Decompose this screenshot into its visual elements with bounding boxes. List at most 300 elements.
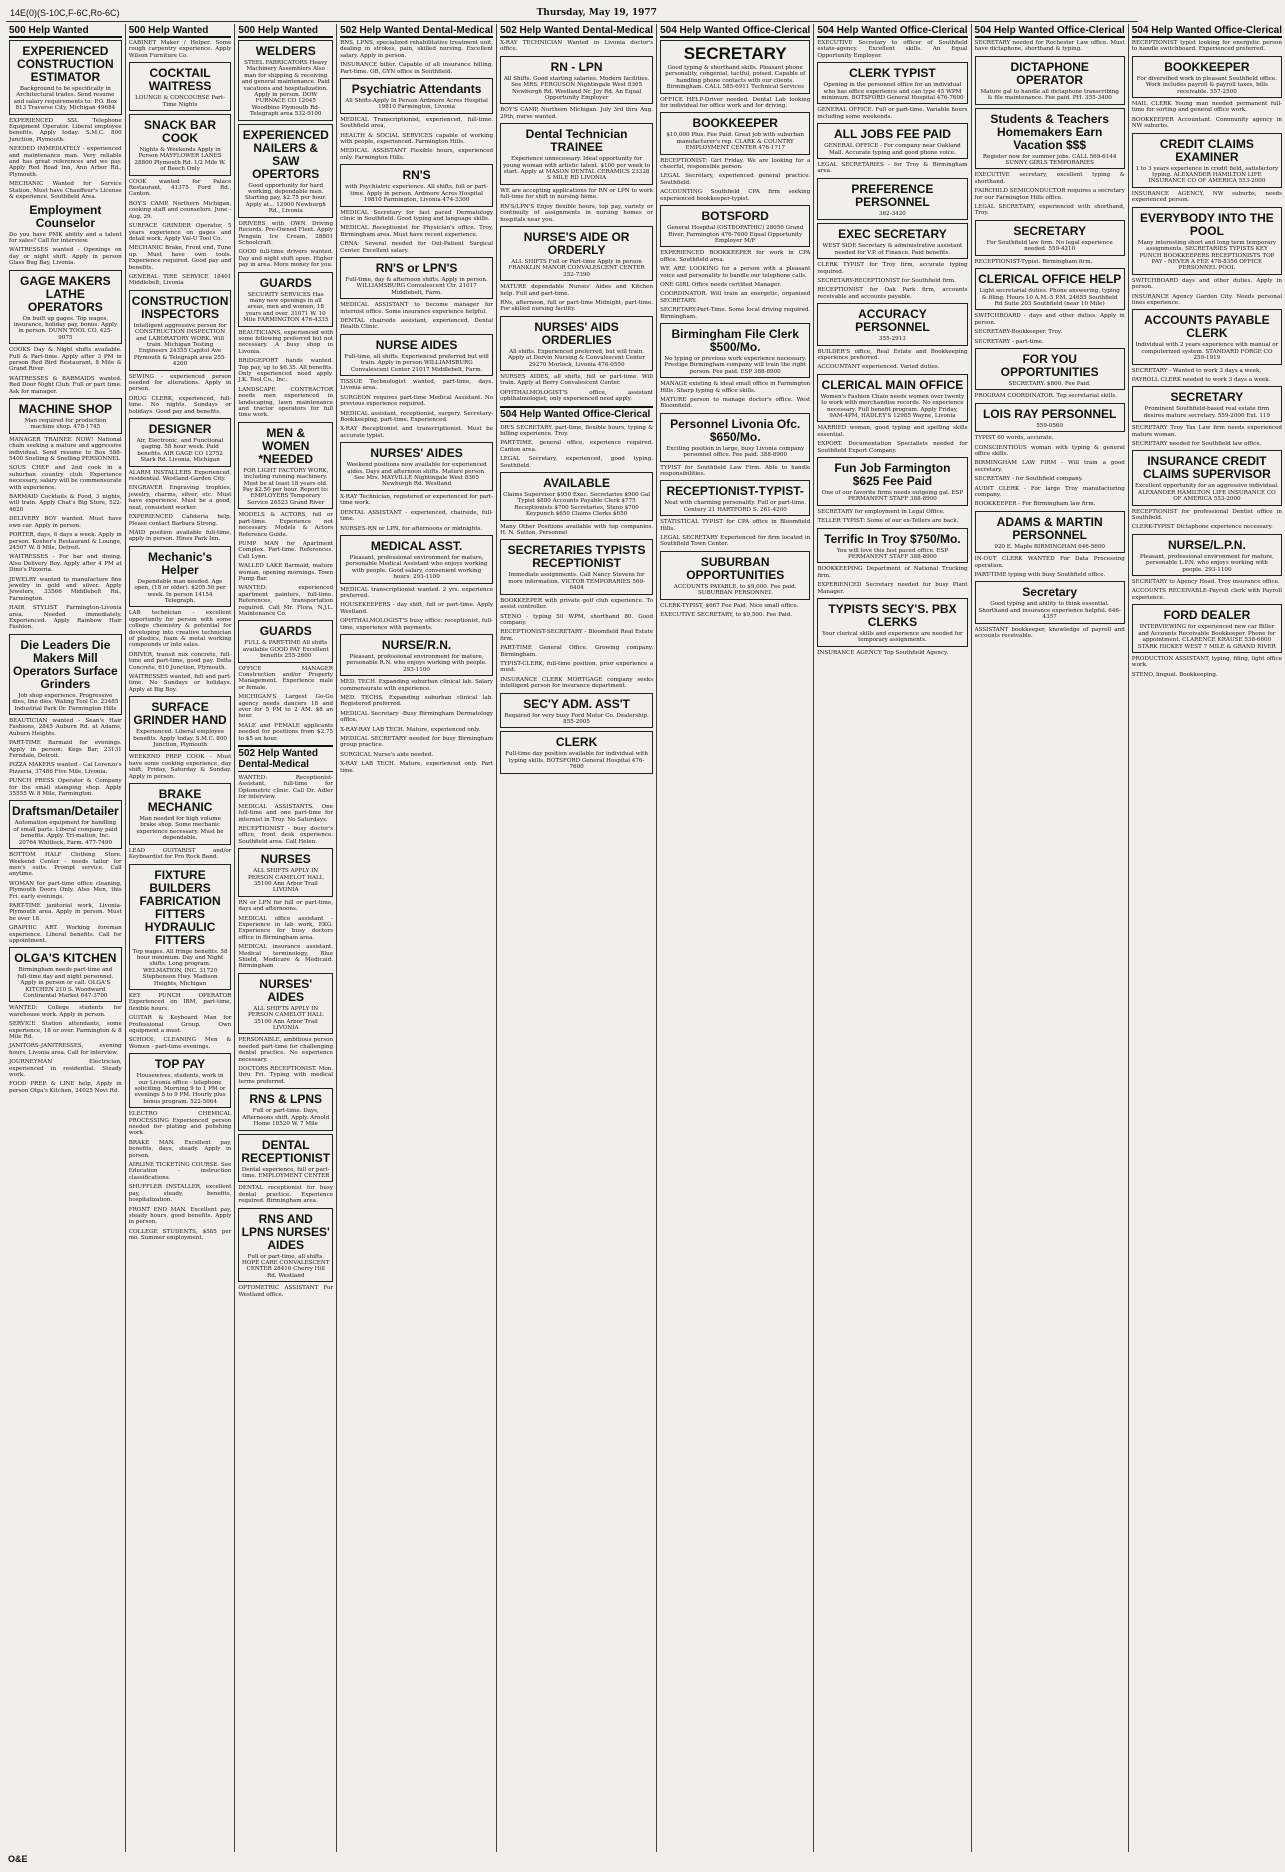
ad-body: BOTTOM HALF Clothing Store. Weekend Center - needs tailor for men's suits. Prompt service. Call anytime. <box>9 852 122 878</box>
classified-ad <box>129 485 232 511</box>
ad-body: X-RAY LAB TECH. Mature, experienced only. Part time. <box>340 761 494 774</box>
display-ad <box>238 848 333 897</box>
classified-ad <box>340 62 493 75</box>
classified-ad <box>975 188 1125 201</box>
ad-body: MANAGE existing & ideal small office in Farmington Hills. Sharp typing & office skills. <box>660 381 811 394</box>
ad-body: DOCTORS RECEPTIONIST. Mon. thru Fri. Typing with medical terms preferred. <box>238 1066 334 1085</box>
ad-body: MALE and FEMALE applicants needed for positions from $2.75 to $5 an hour. <box>238 722 334 742</box>
classified-ad <box>129 1111 232 1137</box>
ad-body: Many interesting short and long term temporary assignments. SECRETARIES TYPISTS KEY PUNCH BOOKKEEPERS RECEPTIONISTS TOP PAY - NEVER A FEE 478-8350 OFFICE PERSONNEL POOL <box>1137 239 1277 272</box>
ad-body: PUNCH PRESS Operator & Company for the small stamping shop. Apply 35555 W. 8 Mile, Farmington. <box>9 778 122 798</box>
classified-ad <box>9 903 122 922</box>
ad-body: Individual with 2 years experience with manual or computerized system. STANDARD FORGE CO 259-1919 <box>1135 342 1279 362</box>
ad-body: WALLED LAKE Barmaid, mature woman, opening mornings. Town Pump Bar. <box>238 563 334 582</box>
classified-ad <box>129 514 232 527</box>
display-ad <box>1132 309 1282 364</box>
ad-body: SECRETARY-RECEPTIONIST for Southfield firm. <box>817 277 956 284</box>
ad-body: INSURANCE AGENCY Top Southfield Agency. <box>817 649 949 656</box>
classified-ad <box>340 133 493 146</box>
ad-body: BIRMINGHAM LAW FIRM - Will train a good secretary. <box>974 460 1125 473</box>
ad-headline: SECRETARY <box>1170 390 1244 405</box>
ad-headline: AVAILABLE <box>543 476 611 491</box>
classified-ad <box>660 307 810 320</box>
ad-body: BOOKKEEPER - For Birmingham law firm. <box>974 501 1096 508</box>
ad-body: NURSES AIDES, all shifts, full or part-time. Will train. Apply at Berry Convalescent Center. <box>500 373 654 387</box>
ad-body: INSURANCE biller. Capable of all insurance billing. Part-time. OB, GYN office in Southfield. <box>340 62 494 75</box>
classified-ad <box>340 148 493 161</box>
display-ad <box>1132 207 1282 275</box>
ad-body: OPHTHALMOLOGIST'S office, assistant ophthalmologist; only experienced need apply. <box>500 389 654 403</box>
classified-ad <box>975 501 1125 507</box>
classified-ad <box>340 117 493 130</box>
ad-body: MEDICAL insurance assistant. Medical terminology, Blue Shield, Medicare & Medicaid. Birmingham <box>238 944 334 970</box>
ad-body: ONE GIRL Office needs certified Manager. <box>660 281 782 288</box>
ad-body: ACCOUNTANT experienced. Varied duties. <box>817 364 940 371</box>
display-ad <box>817 528 967 564</box>
ad-body: General Hospital (OSTEOPATHIC) 28050 Grand River, Farmington 476-7600 Equal Opportunity Employer M/F <box>667 225 804 244</box>
ad-body: PUMP MAN for Apartment Complex. Part-time. References. Call Lynn. <box>238 540 334 560</box>
display-ad <box>340 257 493 299</box>
classified-ad <box>1132 278 1282 291</box>
ad-body: LEGAL Secretary, experienced, good typing. Southfield. <box>500 456 654 469</box>
display-ad <box>817 303 967 345</box>
ad-headline: NURSE'S AIDE OR ORDERLY <box>523 229 630 257</box>
ad-headline: BOOKKEEPER <box>692 116 778 131</box>
ad-body: RNs, afternoon, full or part-time Midnight, part-time. For skilled nursing facility. <box>500 299 654 313</box>
classified-ad <box>817 441 967 454</box>
ad-body: Experienced. Liberal employee benefits. Apply today. S.M.C. 800 Junction, Plymouth <box>133 729 227 749</box>
ad-body: MEDICAL assistant, receptionist, surgery. Secretary-Bookkeeping, part-time. Experienced. <box>340 410 494 424</box>
ad-body: MECHANIC Wanted for Service Station. Must have Chauffeur's License & experience. Southfield Area. <box>9 181 122 201</box>
classified-columns <box>6 24 1283 1852</box>
ad-headline: RNS AND LPNS NURSES' AIDES <box>241 1211 330 1252</box>
ad-body: SWITCHBOARD days and other duties. Apply in person. <box>1131 277 1283 291</box>
ad-body: WEEKEND PREP COOK - Must have some cooking experience, day shift, Friday, Saturday & Sunday. Apply in person. <box>128 754 232 780</box>
ad-body: Experience unnecessary. Ideal opportunity for young woman with artistic talent. $100 per week to start. Apply at MASON DENTAL CERAMICS 23328 S MILE RD LIVONIA <box>503 156 651 182</box>
classified-ad <box>129 179 232 198</box>
classified-ad <box>340 761 493 774</box>
classified-ad <box>129 223 232 242</box>
ad-body: TYPIST 60 words, accurate. <box>974 435 1054 442</box>
display-ad <box>500 693 653 729</box>
ad-body: MEDICAL office assistant - Experience in lab work, EKG. Experience for busy doctors office in Birmingham area. <box>238 915 334 941</box>
classified-ad <box>500 40 653 53</box>
ad-body: Register now for summer jobs. CALL 569-6144 SUNNY GIRLS TEMPORARIES <box>982 153 1117 167</box>
classified-ad <box>238 387 333 419</box>
ad-body: INTERVIEWING for experienced new car Biller and Accounts Receivable Bookkeeper. Phone for appointment. CLARENCE KRAUSE 538-6600 STARK HICKEY WEST 7 MILE & GRAND RIVER <box>1137 624 1276 650</box>
ad-body: WAITRESSES wanted, full and part-time. No Sundays or holidays. Apply at Big Boy. <box>128 674 232 693</box>
ad-body: Light secretarial duties. Phone answering, typing & filing. Hours 10 A.M.-5 P.M. 24655 Southfield Rd Suite 203 Southfield (near 10 Mile) <box>979 288 1120 307</box>
ad-body: STEEL FABRICATORS Heavy Machinery Assemblers Also man for shipping & receiving and general maintenance. Paid vacations and hospitalization. Apply in person. DOW FURNACE CO 12045 Woodbine Plymouth Rd-Telegraph area 532-9100 <box>241 60 330 118</box>
classified-ad <box>500 300 653 313</box>
ad-body: STENO, lingual. Bookkeeping. <box>1131 671 1218 678</box>
ad-body: Full or part-time, all shifts. HOPE CARE CONVALESCENT CENTER 28416 Cherry Hill Rd. Westland <box>241 1253 330 1279</box>
classified-ad <box>238 512 333 538</box>
ad-body: ALARM INSTALLERS Experienced, residential. Westland-Garden City. <box>128 469 232 483</box>
ad-body: BOOKKEEPER with private golf club experience. To assist controller. <box>500 597 654 611</box>
classified-ad <box>1132 368 1282 374</box>
ad-headline: CONSTRUCTION INSPECTORS <box>131 293 229 321</box>
classified-ad <box>817 509 967 515</box>
ad-headline: BRAKE MECHANIC <box>147 787 213 815</box>
classified-ad <box>975 445 1125 458</box>
classified-ad <box>9 718 122 737</box>
classified-ad <box>660 535 810 548</box>
display-ad <box>817 457 967 506</box>
ad-body: SCHOOL CLEANING Men & Women - part-time evenings. <box>128 1037 232 1050</box>
ad-headline: FOR YOU OPPORTUNITIES <box>1000 351 1099 379</box>
ad-body: CABINET Maker / Helper. Some rough carpentry experience. Apply Wilson Furniture Co. <box>128 40 232 59</box>
ad-body: KEY PUNCH OPERATOR Experienced on IBM, part-time, flexible hours. <box>128 992 232 1012</box>
ad-body: For Southfield law firm. No legal experience needed. 559-4210 <box>986 239 1113 253</box>
ad-headline: GAGE MAKERS LATHE OPERATORS <box>20 273 111 314</box>
ad-body: OFFICE HELP-Driver needed. Dental Lab looking for individual for office work and for driving. <box>660 96 811 110</box>
classified-ad <box>975 313 1125 326</box>
display-ad <box>975 348 1125 390</box>
ad-body: LEGAL SECRETARY Experienced for firm located in Southfield Town Center. <box>660 535 811 548</box>
display-ad <box>975 268 1125 310</box>
classified-ad <box>660 381 810 394</box>
ad-headline: MEDICAL ASST. <box>370 538 463 553</box>
ad-body: MICHIGAN'S Largest Go-Go agency needs dancers 18 and over for 5 PM to 2 AM. $8 an hour. <box>238 694 334 720</box>
ad-headline: CLERK TYPIST <box>849 66 936 81</box>
ad-headline: PREFERENCE PERSONNEL <box>851 181 934 209</box>
classified-ad <box>238 1037 333 1063</box>
ad-body: MEDICAL Transcriptionist, experienced, full-time. Southfield area. <box>340 116 494 130</box>
classified-ad <box>238 900 333 913</box>
ad-body: CLERK TYPIST for Troy firm, accurate typing required. <box>817 262 968 275</box>
ad-body: PAYROLL CLERK needed to work 3 days a week. <box>1131 376 1271 383</box>
ad-body: HOUSEKEEPERS - day shift, full or part-time. Apply Westland. <box>340 602 494 615</box>
ad-headline: NURSE/R.N. <box>381 637 452 652</box>
ad-body: WEST SIDE Secretary & administrative assistant needed for V.P. of Finance. Paid benefits. <box>822 243 963 256</box>
ad-body: Intelligent aggressive person for CONSTRUCTION INSPECTION and LABORATORY WORK. Will train. Michigan Testing Engineers 24355 Capitol Ave Plymouth & Telegraph area 255-4200 <box>133 322 227 368</box>
classified-ad <box>340 510 493 523</box>
classified-ad <box>9 925 122 944</box>
classified-ad <box>238 666 333 692</box>
classified-ad <box>9 852 122 878</box>
classified-ad <box>340 587 493 600</box>
classified-ad <box>500 425 653 438</box>
ad-body: MATURE person to manage doctor's office. West Bloomfield. <box>660 397 811 410</box>
ad-body: BEAUTICIANS, experienced with some following preferred but not necessary. A busy shop in Livonia. <box>238 329 334 355</box>
ad-body: BUILDER'S office, Real Estate and Bookkeeping experience preferred. <box>817 348 968 361</box>
classified-ad <box>660 519 810 532</box>
classified-ad <box>9 554 122 573</box>
ad-body: JEWELRY wanted to manufacture fine jewelry in gold and silver. Apply Jewelers, 33566 Middlebelt Rd., Farmington. <box>9 576 122 602</box>
ad-body: SERVICE Station attendants, some experience, 18 or over. Farmington & 8 Mile Rd. <box>9 1021 122 1041</box>
classified-ad <box>660 189 810 202</box>
classified-ad <box>500 440 653 453</box>
classified-ad <box>500 374 653 387</box>
ad-headline: Personnel Livonia Ofc. $650/Mo. <box>670 416 801 444</box>
ad-headline: RNS & LPNS <box>249 1092 323 1107</box>
ad-body: Air, Electronic, and Functional gaging. 58 hour week. Paid benefits. AIR GAGE CO 12752 Stark Rd. Livonia, Michigan <box>136 438 224 464</box>
ad-headline: GUARDS <box>259 275 312 290</box>
classified-ad <box>129 754 232 780</box>
display-ad <box>660 480 810 516</box>
ad-body: RECEPTIONIST: Girl Friday. We are looking for a cheerful, responsible person. <box>660 157 811 171</box>
ad-headline: ADAMS & MARTIN PERSONNEL <box>996 514 1103 542</box>
ad-body: STATISTICAL TYPIST for CPA office in Bloomfield Hills. <box>660 519 811 532</box>
ad-body: SURFACE GRINDER Operator, 5 years experience on gages and detail work. Apply Val-U Tool Co. <box>128 223 232 242</box>
ad-body: SECRETARY-Part-Time. Some local driving required. Birmingham. <box>660 307 811 320</box>
classified-column <box>497 24 657 1852</box>
ad-headline: NURSES' AIDES <box>370 446 463 461</box>
classified-ad <box>817 262 967 275</box>
ad-headline: EXEC SECRETARY <box>838 227 947 242</box>
classified-column <box>1129 24 1285 1852</box>
ad-headline: EXPERIENCED NAILERS & SAW OPERTORS <box>242 127 329 181</box>
classified-column <box>6 24 126 1852</box>
ad-headline: CREDIT CLAIMS EXAMINER <box>1159 136 1254 164</box>
ad-headline: EXPERIENCED CONSTRUCTION ESTIMATOR <box>17 44 114 84</box>
ad-body: WANTED: Receptionist-Assistant, full-time for Optometric clinic. Call Dr. Adler for interview. <box>238 775 334 801</box>
classified-ad <box>9 762 122 775</box>
ad-body: Man required for production machine shop. 478-1745 <box>24 418 107 431</box>
ad-body: COLLEGE STUDENTS, $585 per mo. Summer employment. <box>128 1228 232 1242</box>
ad-body: LAB technician - excellent opportunity for person with some college chemistry & potential for developing into creative technician of plastics, foam & metal working compounds or into sales. <box>128 610 232 649</box>
ad-headline: NURSE/L.P.N. <box>1168 537 1246 552</box>
classified-ad <box>340 241 493 254</box>
display-ad <box>340 78 493 114</box>
classified-ad <box>1132 509 1282 522</box>
display-ad <box>340 535 493 584</box>
ad-body: MAIL CLERK Young man needed permanent full-time for sorting and general office work. <box>1131 101 1283 114</box>
classified-ad <box>660 612 810 618</box>
ad-body: Weekend positions now available for experienced aides. Days and afternoon shifts. Mature person. See Mrs. MAYVILLE Nightingale West 8365 Newburgh Rd. Westland <box>346 462 487 488</box>
classified-ad <box>340 210 493 223</box>
classified-ad <box>340 494 493 507</box>
classified-ad <box>1132 524 1282 530</box>
classified-column <box>337 24 497 1852</box>
display-ad <box>238 422 333 509</box>
ad-body: SECRETARY for employment in Legal Office. <box>817 508 945 515</box>
ad-body: EXECUTIVE SECRETARY, to $9,500. Fee Paid. <box>660 612 793 619</box>
ad-headline: COCKTAIL WAITRESS <box>148 66 212 94</box>
ad-body: MARRIED woman, good typing and spelling skills essential. <box>817 425 968 438</box>
ad-body: AIRLINE TICKETING COURSE. See Education - instruction classifications. <box>128 1162 232 1181</box>
ad-body: Pleasant, professional environment for mature, personable L.P.N. who enjoys working with people. 293-1100 <box>1139 553 1274 573</box>
classified-ad <box>975 204 1125 217</box>
display-ad <box>129 418 232 467</box>
ad-body: You will love this fast paced office. ESP PERMANENT STAFF 388-8900 <box>836 547 949 561</box>
ad-body: Excellent opportunity for an aggressive individual. ALEXANDER HAMILTON LIFE INSURANCE CO OF AMERICA 553-2000 <box>1134 483 1279 503</box>
display-ad <box>660 413 810 462</box>
ad-body: MODELS & ACTORS, full or part-time. Experience not necessary. Models & Actors Reference Guide. <box>238 512 334 538</box>
classified-ad <box>975 460 1125 473</box>
ad-body: MEDICAL ASSISTANT Flexible hours, experienced only. Farmington Hills. <box>340 148 494 161</box>
ad-body: SHUFFLER INSTALLER, excellent pay, steady, benefits, hospitalization. <box>128 1184 232 1204</box>
classified-ad <box>129 1184 232 1203</box>
ad-body: 362-3420 <box>879 210 906 217</box>
classified-ad <box>340 379 493 392</box>
classified-ad <box>500 204 653 223</box>
ad-body: LOUNGE & CONCOURSE Part-Time Nights <box>135 95 225 108</box>
ad-body: STENO - typing 50 WPM, shorthand 80. Good company. <box>500 613 654 626</box>
ad-body: COOK wanted for Palace Restaurant, 41375 Ford Rd., Canton. <box>128 178 232 198</box>
ad-headline: Dental Technician TRAINEE <box>525 127 628 155</box>
classified-column <box>972 24 1129 1852</box>
ad-headline: MACHINE SHOP <box>18 402 113 416</box>
ad-body: FULL & PART-TIME All shifts available GOOD PAY Excellent benefits 255-2600 <box>242 640 329 660</box>
ad-headline: INSURANCE CREDIT CLAIMS SUPERVISOR <box>1142 454 1271 482</box>
ad-body: Nights & Weekends Apply in Person MAYFLOWER LANES 28800 Plymouth Rd. 1/2 Mile W. of Beech Only <box>134 147 226 173</box>
classified-ad <box>817 364 967 370</box>
classified-ad <box>340 736 493 749</box>
ad-body: X-RAY Technician, registered or experienced for part-time work. <box>340 493 494 507</box>
classified-ad <box>1132 40 1282 53</box>
ad-body: No typing or previous work experience necessary. Prestige Birmingham company will train the right person. Fee paid. ESP 388-8900 <box>664 355 807 375</box>
display-ad <box>1132 604 1282 653</box>
ad-body: MEDICAL ASSISTANT to become manager for internist office. Some insurance experience helpful. <box>340 302 494 315</box>
classified-ad <box>817 107 967 120</box>
classified-ad <box>975 40 1125 53</box>
ad-body: Dependable man needed. Age open, (18 or older). $205.50 per week. In person 14154 Telegraph. <box>134 578 226 604</box>
column-heading: 504 Help Wanted Office-Clerical <box>974 25 1125 36</box>
classified-ad <box>238 1066 333 1085</box>
ad-body: RECEPTIONIST for Oak Park firm, accounts receivable and accounts payable. <box>817 287 968 300</box>
ad-body: SEWING - experienced person needed for alterations. Apply in person. <box>128 373 232 393</box>
ad-body: PART-TIME janitorial work, Livonia-Plymouth area. Apply in person. Must be over 18. <box>9 902 122 922</box>
ad-headline: SECRETARY <box>1013 223 1086 238</box>
ad-body: CLERK-TYPIST Dictaphone experience necessary. <box>1131 524 1273 531</box>
ad-body: DENTAL receptionist for busy dental practice. Experience required. Birmingham area. <box>238 1185 334 1205</box>
ad-headline: ALL JOBS FEE PAID <box>833 127 951 142</box>
ad-body: PART-TIME General Office. Growing company. Birmingham. <box>500 645 654 658</box>
display-ad <box>1132 450 1282 505</box>
display-ad <box>9 634 122 715</box>
classified-ad <box>9 1081 122 1094</box>
display-ad <box>9 800 122 849</box>
page-code: 14E(0)(S-10C,F-6C,Ro-6C) <box>10 7 120 18</box>
ad-headline: CLERK <box>555 735 598 750</box>
classified-ad <box>500 390 653 403</box>
classified-ad <box>975 627 1125 640</box>
column-heading: 504 Help Wanted Office-Clerical <box>660 25 811 36</box>
classified-ad <box>9 465 122 491</box>
classified-ad <box>500 598 653 611</box>
classified-ad <box>129 40 232 59</box>
classified-ad <box>500 188 653 201</box>
display-ad <box>129 864 232 990</box>
ad-body: EXPERIENCED SSL Telephone Equipment Operator. Liberal employee benefits. Apply today: S.M.C. 800 Junction, Plymouth. <box>9 117 122 143</box>
ad-body: SECRETARY-Bookkeeper. Troy. <box>974 329 1063 336</box>
ad-body: LEAD GUITARIST and/or Keyboardist for Pro Rock Band. <box>128 847 232 861</box>
ad-body: All Shifts-Apply In Person Ardmore Acres Hospital 19810 Farmington, Livonia <box>345 98 488 111</box>
ad-body: Full-time, all shifts. Experienced preferred but will train. Apply in person WILLIAMSBURG Convalescent Center 21017 Middlebelt, Farm. <box>344 353 489 373</box>
display-ad <box>660 112 810 154</box>
ad-body: OFFICE MANAGER Construction and/or Property Management. Experience male or female. <box>238 665 334 691</box>
classified-ad <box>1132 117 1282 130</box>
display-ad <box>340 164 493 206</box>
classified-ad <box>1132 588 1282 601</box>
classified-ad <box>975 486 1125 499</box>
ad-body: $10,000 Plus. Fee Paid. Great job with suburban manufacturer's rep. CLARK & COUNTRY EMPLOYMENT CENTER 476-1717 <box>666 132 804 152</box>
classified-ad <box>129 201 232 220</box>
ad-body: RECEPTIONIST-Typist. Birmingham firm. <box>974 258 1093 265</box>
ad-headline: RN'S <box>402 168 431 183</box>
display-ad <box>238 973 333 1035</box>
display-ad <box>500 123 653 185</box>
ad-body: CLERK-TYPIST, $667 Fee Paid. Nice small office. <box>660 602 799 609</box>
classified-ad <box>1132 672 1282 678</box>
ad-headline: Fun Job Farmington $625 Fee Paid <box>834 461 951 488</box>
ad-body: DR'S SECRETARY, part-time, flexible hours, typing & billing experience. Troy. <box>500 424 654 437</box>
classified-ad <box>660 173 810 186</box>
classified-ad <box>129 470 232 483</box>
ad-headline: RN - LPN <box>550 59 603 74</box>
classified-ad <box>340 752 493 758</box>
ad-body: Automation equipment for handling of small parts. Liberal company paid benefits. Apply. Tri-mation, Inc. 20764 Whitlock, Farm. 477-7490 <box>13 820 118 846</box>
masthead <box>6 4 1138 22</box>
column-heading: 504 Help Wanted Office-Clerical <box>817 25 968 36</box>
column-heading: 500 Help Wanted <box>9 24 122 38</box>
column-heading: 500 Help Wanted <box>238 24 333 38</box>
classified-ad <box>1132 101 1282 114</box>
classified-column <box>657 24 814 1852</box>
classified-ad <box>340 302 493 315</box>
ad-body: Opening in the personnel office for an individual who has office experience and can type 45 WPM minimum. BOTSFORD General Hospital 476-7600 <box>821 82 964 102</box>
ad-headline: Secretary <box>1022 585 1078 600</box>
classified-ad <box>129 396 232 415</box>
display-ad <box>129 62 232 111</box>
classified-ad <box>238 358 333 384</box>
display-ad <box>238 1208 333 1283</box>
ad-body: SECRETARY to Agency Head. Troy insurance office. <box>1131 579 1280 586</box>
classified-ad <box>817 162 967 175</box>
ad-body: WE are accepting applications for RN or LPN to work full-time for shift in nursing home. <box>500 187 654 201</box>
ad-body: MEDICAL ASSISTANTS. One full-time and one part-time for internist in Troy. No Saturdays. <box>238 803 334 823</box>
ad-body: 1 to 3 years experience in credit field, satisfactory typing. ALEXANDER HAMILTON LIFE INSURANCE CO OF AMERICA 553-2000 <box>1135 165 1279 185</box>
ad-body: Your clerical skills and experience are needed for temporary assignments. <box>822 631 963 644</box>
classified-ad <box>9 247 122 266</box>
classified-ad <box>9 1021 122 1040</box>
display-ad <box>9 270 122 345</box>
classified-ad <box>238 585 333 617</box>
classified-ad <box>1132 191 1282 204</box>
classified-ad <box>238 330 333 356</box>
classified-ad <box>340 602 493 615</box>
classified-ad <box>129 245 232 271</box>
section-heading: 504 Help Wanted Office-Clerical <box>500 406 653 422</box>
column-heading: 504 Help Wanted Office-Clerical <box>1131 25 1283 36</box>
ad-body: Do you have PMK ability and a talent for sales? Call for interview. <box>9 231 122 244</box>
classified-ad <box>975 339 1125 345</box>
display-ad <box>238 124 333 218</box>
ad-headline: SNACK BAR COOK <box>144 118 217 146</box>
ad-body: RN'S/LPN'S Enjoy flexible hours, top pay, variety or continuity of assignments in nursing homes or hospitals near you. <box>500 203 654 223</box>
display-ad <box>500 316 653 371</box>
ad-body: 559-0560 <box>1036 422 1064 429</box>
classified-ad <box>129 993 232 1012</box>
ad-headline: SURFACE GRINDER HAND <box>133 700 227 728</box>
classified-ad <box>817 349 967 362</box>
classified-ad <box>500 107 653 120</box>
display-ad <box>1132 386 1282 422</box>
ad-body: WANTED: College students for warehouse work. Apply in person. <box>9 1005 122 1018</box>
classified-ad <box>340 225 493 238</box>
classified-ad <box>500 456 653 469</box>
classified-ad <box>817 650 967 656</box>
ad-body: FOR LIGHT FACTORY WORK, including running machinery. Must be at least 18 years old. Pay $2.50 per hour. Report to: EMPLOYERS Temporary Service 26523 Grand River <box>242 467 329 506</box>
ad-body: FAIRCHILD SEMICONDUCTOR requires a secretary for our Farmington Hills office. <box>974 188 1125 201</box>
ad-body: RECEPTIONIST typist looking for energetic person to handle switchboard. Experienced preferred. <box>1131 40 1283 53</box>
column-heading: 500 Help Wanted <box>129 24 232 38</box>
classified-ad <box>9 740 122 759</box>
display-ad <box>660 40 810 94</box>
classified-ad <box>340 395 493 408</box>
